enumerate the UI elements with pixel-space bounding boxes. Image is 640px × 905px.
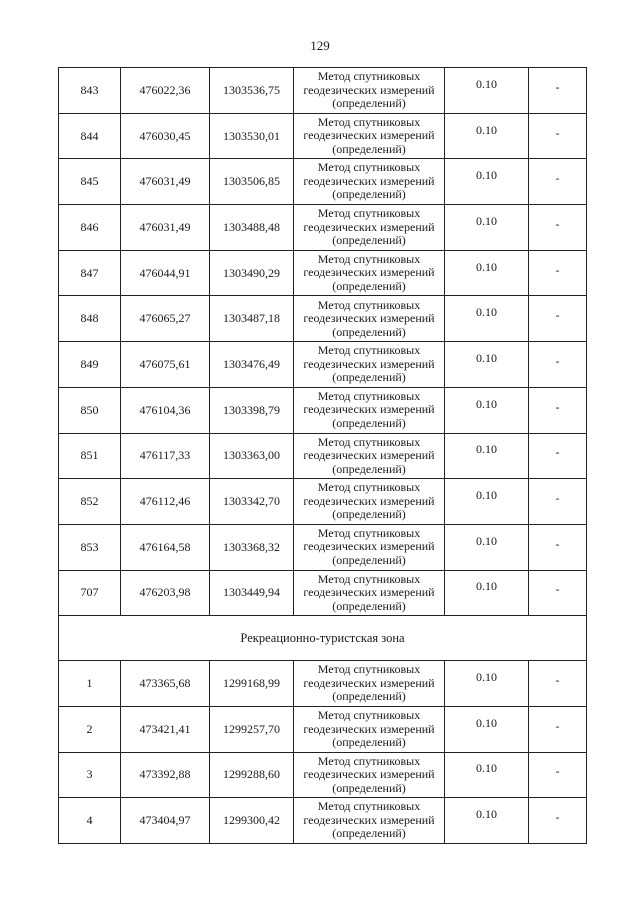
y-coordinate-cell: 1303368,32 bbox=[210, 524, 294, 570]
note-cell bbox=[529, 752, 587, 798]
accuracy-cell bbox=[445, 479, 529, 525]
method-cell bbox=[294, 296, 445, 342]
x-coordinate-cell: 476203,98 bbox=[121, 570, 210, 616]
point-number-cell: 2 bbox=[59, 706, 121, 752]
method-line: (определений) bbox=[332, 598, 406, 613]
method-line: (определений) bbox=[332, 141, 406, 156]
table-row bbox=[59, 524, 587, 570]
coordinates-table-bottom-section bbox=[59, 661, 587, 844]
zone-section bbox=[59, 616, 587, 661]
accuracy-cell bbox=[445, 113, 529, 159]
note-value: - bbox=[555, 216, 560, 231]
accuracy-value: 0.10 bbox=[476, 305, 497, 320]
accuracy-cell bbox=[445, 752, 529, 798]
method-line: Метод спутниковых bbox=[317, 799, 421, 814]
method-line: геодезических измерений bbox=[303, 675, 435, 690]
note-value: - bbox=[555, 125, 560, 140]
method-line: Метод спутниковых bbox=[317, 525, 421, 540]
method-line: Метод спутниковых bbox=[317, 434, 421, 449]
accuracy-cell bbox=[445, 798, 529, 844]
method-cell bbox=[294, 706, 445, 752]
point-number-cell: 850 bbox=[59, 387, 121, 433]
accuracy-cell bbox=[445, 342, 529, 388]
method-line: геодезических измерений bbox=[303, 402, 435, 417]
x-coordinate-cell: 476075,61 bbox=[121, 342, 210, 388]
method-cell bbox=[294, 479, 445, 525]
y-coordinate-cell: 1303363,00 bbox=[210, 433, 294, 479]
note-cell bbox=[529, 68, 587, 114]
accuracy-value: 0.10 bbox=[476, 259, 497, 274]
note-value: - bbox=[555, 491, 560, 506]
point-number-cell: 847 bbox=[59, 250, 121, 296]
table-row bbox=[59, 250, 587, 296]
y-coordinate-cell: 1303536,75 bbox=[210, 68, 294, 114]
method-line: Метод спутниковых bbox=[317, 571, 421, 586]
note-cell bbox=[529, 798, 587, 844]
accuracy-cell bbox=[445, 296, 529, 342]
note-cell bbox=[529, 113, 587, 159]
accuracy-value: 0.10 bbox=[476, 488, 497, 503]
table-row bbox=[59, 798, 587, 844]
accuracy-cell bbox=[445, 661, 529, 707]
accuracy-cell bbox=[445, 524, 529, 570]
accuracy-value: 0.10 bbox=[476, 122, 497, 137]
y-coordinate-cell: 1303487,18 bbox=[210, 296, 294, 342]
method-line: (определений) bbox=[332, 233, 406, 248]
x-coordinate-cell: 473404,97 bbox=[121, 798, 210, 844]
y-coordinate-cell: 1299257,70 bbox=[210, 706, 294, 752]
table-row bbox=[59, 68, 587, 114]
accuracy-value: 0.10 bbox=[476, 396, 497, 411]
method-cell bbox=[294, 250, 445, 296]
accuracy-value: 0.10 bbox=[476, 442, 497, 457]
method-cell bbox=[294, 159, 445, 205]
method-line: (определений) bbox=[332, 278, 406, 293]
method-line: Метод спутниковых bbox=[317, 251, 421, 266]
x-coordinate-cell: 476044,91 bbox=[121, 250, 210, 296]
method-cell bbox=[294, 661, 445, 707]
x-coordinate-cell: 476031,49 bbox=[121, 159, 210, 205]
accuracy-cell bbox=[445, 706, 529, 752]
method-line: (определений) bbox=[332, 780, 406, 795]
note-value: - bbox=[555, 718, 560, 733]
point-number-cell: 846 bbox=[59, 205, 121, 251]
method-line: (определений) bbox=[332, 689, 406, 704]
method-line: геодезических измерений bbox=[303, 128, 435, 143]
point-number-cell: 707 bbox=[59, 570, 121, 616]
point-number-cell: 1 bbox=[59, 661, 121, 707]
method-cell bbox=[294, 113, 445, 159]
method-cell bbox=[294, 205, 445, 251]
accuracy-value: 0.10 bbox=[476, 761, 497, 776]
note-value: - bbox=[555, 262, 560, 277]
table-row bbox=[59, 296, 587, 342]
method-line: Метод спутниковых bbox=[317, 388, 421, 403]
method-line: геодезических измерений bbox=[303, 82, 435, 97]
method-line: (определений) bbox=[332, 415, 406, 430]
x-coordinate-cell: 476022,36 bbox=[121, 68, 210, 114]
x-coordinate-cell: 473392,88 bbox=[121, 752, 210, 798]
y-coordinate-cell: 1303490,29 bbox=[210, 250, 294, 296]
note-value: - bbox=[555, 673, 560, 688]
accuracy-cell bbox=[445, 250, 529, 296]
method-line: Метод спутниковых bbox=[317, 69, 421, 84]
note-cell bbox=[529, 387, 587, 433]
method-line: (определений) bbox=[332, 187, 406, 202]
method-line: (определений) bbox=[332, 324, 406, 339]
y-coordinate-cell: 1303488,48 bbox=[210, 205, 294, 251]
accuracy-value: 0.10 bbox=[476, 168, 497, 183]
accuracy-cell bbox=[445, 387, 529, 433]
note-cell bbox=[529, 661, 587, 707]
accuracy-cell bbox=[445, 433, 529, 479]
point-number-cell: 853 bbox=[59, 524, 121, 570]
method-line: геодезических измерений bbox=[303, 173, 435, 188]
table-row bbox=[59, 113, 587, 159]
note-cell bbox=[529, 205, 587, 251]
note-cell bbox=[529, 479, 587, 525]
note-value: - bbox=[555, 171, 560, 186]
method-line: геодезических измерений bbox=[303, 812, 435, 827]
method-cell bbox=[294, 342, 445, 388]
method-line: геодезических измерений bbox=[303, 265, 435, 280]
method-cell bbox=[294, 433, 445, 479]
point-number-cell: 844 bbox=[59, 113, 121, 159]
point-number-cell: 843 bbox=[59, 68, 121, 114]
method-line: Метод спутниковых bbox=[317, 480, 421, 495]
note-cell bbox=[529, 296, 587, 342]
y-coordinate-cell: 1303530,01 bbox=[210, 113, 294, 159]
x-coordinate-cell: 476112,46 bbox=[121, 479, 210, 525]
table-row bbox=[59, 570, 587, 616]
method-cell bbox=[294, 387, 445, 433]
method-line: (определений) bbox=[332, 735, 406, 750]
method-line: геодезических измерений bbox=[303, 721, 435, 736]
method-line: Метод спутниковых bbox=[317, 753, 421, 768]
x-coordinate-cell: 473421,41 bbox=[121, 706, 210, 752]
x-coordinate-cell: 476031,49 bbox=[121, 205, 210, 251]
coordinates-table-top-section bbox=[59, 68, 587, 616]
zone-title: Рекреационно-туристская зона bbox=[59, 616, 587, 661]
accuracy-cell bbox=[445, 570, 529, 616]
method-line: (определений) bbox=[332, 507, 406, 522]
table-row bbox=[59, 387, 587, 433]
y-coordinate-cell: 1303506,85 bbox=[210, 159, 294, 205]
table-row bbox=[59, 342, 587, 388]
method-line: геодезических измерений bbox=[303, 448, 435, 463]
point-number-cell: 845 bbox=[59, 159, 121, 205]
point-number-cell: 852 bbox=[59, 479, 121, 525]
method-cell bbox=[294, 798, 445, 844]
method-line: Метод спутниковых bbox=[317, 297, 421, 312]
accuracy-value: 0.10 bbox=[476, 76, 497, 91]
note-cell bbox=[529, 250, 587, 296]
method-line: (определений) bbox=[332, 552, 406, 567]
method-line: (определений) bbox=[332, 461, 406, 476]
note-value: - bbox=[555, 79, 560, 94]
method-line: геодезических измерений bbox=[303, 585, 435, 600]
y-coordinate-cell: 1299300,42 bbox=[210, 798, 294, 844]
note-value: - bbox=[555, 308, 560, 323]
table-row bbox=[59, 661, 587, 707]
method-line: геодезических измерений bbox=[303, 767, 435, 782]
accuracy-value: 0.10 bbox=[476, 715, 497, 730]
table-row bbox=[59, 479, 587, 525]
x-coordinate-cell: 476104,36 bbox=[121, 387, 210, 433]
method-line: (определений) bbox=[332, 826, 406, 841]
table-row bbox=[59, 752, 587, 798]
method-cell bbox=[294, 752, 445, 798]
note-value: - bbox=[555, 353, 560, 368]
method-cell bbox=[294, 570, 445, 616]
note-cell bbox=[529, 570, 587, 616]
method-line: геодезических измерений bbox=[303, 219, 435, 234]
coordinates-table bbox=[58, 67, 587, 844]
point-number-cell: 851 bbox=[59, 433, 121, 479]
point-number-cell: 4 bbox=[59, 798, 121, 844]
y-coordinate-cell: 1299168,99 bbox=[210, 661, 294, 707]
method-cell bbox=[294, 68, 445, 114]
page-number: 129 bbox=[310, 38, 330, 53]
y-coordinate-cell: 1303398,79 bbox=[210, 387, 294, 433]
note-cell bbox=[529, 524, 587, 570]
table-row bbox=[59, 159, 587, 205]
table-row bbox=[59, 706, 587, 752]
method-line: геодезических измерений bbox=[303, 539, 435, 554]
x-coordinate-cell: 476117,33 bbox=[121, 433, 210, 479]
accuracy-cell bbox=[445, 68, 529, 114]
note-value: - bbox=[555, 764, 560, 779]
accuracy-value: 0.10 bbox=[476, 533, 497, 548]
x-coordinate-cell: 473365,68 bbox=[121, 661, 210, 707]
note-cell bbox=[529, 706, 587, 752]
note-cell bbox=[529, 433, 587, 479]
method-line: (определений) bbox=[332, 96, 406, 111]
accuracy-value: 0.10 bbox=[476, 579, 497, 594]
method-line: Метод спутниковых bbox=[317, 160, 421, 175]
point-number-cell: 3 bbox=[59, 752, 121, 798]
table-row bbox=[59, 433, 587, 479]
accuracy-value: 0.10 bbox=[476, 213, 497, 228]
zone-header-row bbox=[59, 616, 587, 661]
note-value: - bbox=[555, 445, 560, 460]
accuracy-value: 0.10 bbox=[476, 807, 497, 822]
note-cell bbox=[529, 342, 587, 388]
accuracy-value: 0.10 bbox=[476, 350, 497, 365]
point-number-cell: 849 bbox=[59, 342, 121, 388]
method-line: Метод спутниковых bbox=[317, 206, 421, 221]
x-coordinate-cell: 476065,27 bbox=[121, 296, 210, 342]
table-row bbox=[59, 205, 587, 251]
note-value: - bbox=[555, 810, 560, 825]
method-line: Метод спутниковых bbox=[317, 662, 421, 677]
point-number-cell: 848 bbox=[59, 296, 121, 342]
y-coordinate-cell: 1303449,94 bbox=[210, 570, 294, 616]
method-line: геодезических измерений bbox=[303, 356, 435, 371]
method-line: Метод спутниковых bbox=[317, 114, 421, 129]
y-coordinate-cell: 1303342,70 bbox=[210, 479, 294, 525]
accuracy-value: 0.10 bbox=[476, 670, 497, 685]
accuracy-cell bbox=[445, 159, 529, 205]
method-cell bbox=[294, 524, 445, 570]
method-line: (определений) bbox=[332, 370, 406, 385]
x-coordinate-cell: 476164,58 bbox=[121, 524, 210, 570]
method-line: Метод спутниковых bbox=[317, 708, 421, 723]
method-line: геодезических измерений bbox=[303, 311, 435, 326]
accuracy-cell bbox=[445, 205, 529, 251]
x-coordinate-cell: 476030,45 bbox=[121, 113, 210, 159]
method-line: Метод спутниковых bbox=[317, 343, 421, 358]
note-value: - bbox=[555, 399, 560, 414]
method-line: геодезических измерений bbox=[303, 493, 435, 508]
y-coordinate-cell: 1299288,60 bbox=[210, 752, 294, 798]
note-cell bbox=[529, 159, 587, 205]
note-value: - bbox=[555, 536, 560, 551]
note-value: - bbox=[555, 582, 560, 597]
y-coordinate-cell: 1303476,49 bbox=[210, 342, 294, 388]
